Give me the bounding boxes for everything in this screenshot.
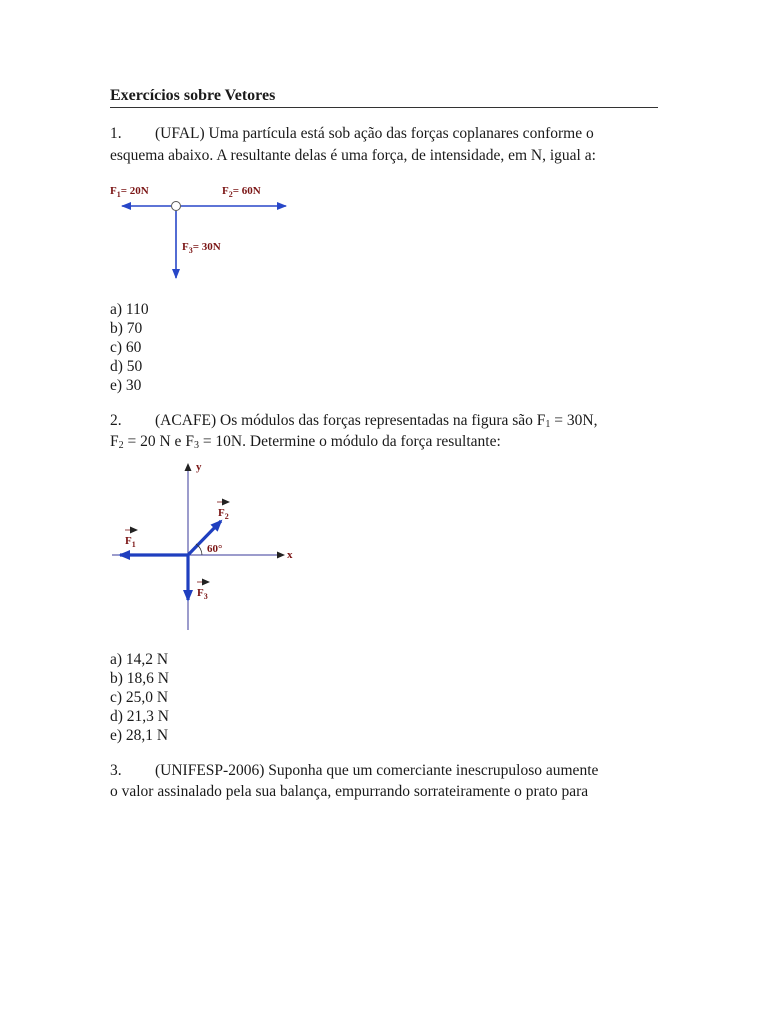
q2-text-1a: (ACAFE) Os módulos das forças representadas na figura são F: [155, 412, 546, 429]
svg-text:F2: $F_2$: [218, 507, 229, 521]
q1-f2-label: $F_2= 60N$: [222, 185, 261, 199]
q2-f3-label: [197, 582, 209, 601]
q3-line-1: [110, 761, 670, 781]
q1-option-d: d) 50: [110, 358, 143, 375]
q2-x-label: x: [287, 549, 293, 561]
svg-text:F1: $F_1$: [125, 535, 136, 549]
q2-option-e: e) 28,1 N: [110, 727, 169, 744]
q3-number: 3.: [110, 762, 122, 779]
q2-option-a: a) 14,2 N: [110, 651, 169, 668]
q2-option-c: c) 25,0 N: [110, 689, 169, 706]
q1-f1-label: $F_1= 20N$: [110, 185, 149, 199]
q2-force-diagram: [108, 458, 308, 634]
q2-text-1b: = 30N,: [550, 412, 598, 429]
q1-text-1: (UFAL) Uma partícula está sob ação das forças coplanares conforme o: [155, 125, 594, 142]
svg-text:F3: $F_3$: [197, 587, 208, 601]
q2-sub-f1: 1: [545, 419, 551, 430]
q1-line-1: [110, 124, 670, 144]
q1-option-e: e) 30: [110, 377, 142, 394]
q2-f2-label: [217, 502, 229, 521]
q2-text-2a: F: [110, 433, 119, 450]
q2-sub-f2: 2: [118, 440, 124, 451]
q3-line-2: o valor assinalado pela sua balança, empurrando sorrateiramente o prato para: [110, 783, 589, 800]
q2-option-b: b) 18,6 N: [110, 670, 169, 687]
q1-force-diagram: [108, 178, 298, 284]
q2-f1-label: [125, 530, 137, 549]
q2-y-label: y: [196, 461, 202, 473]
q1-option-c: c) 60: [110, 339, 142, 356]
q2-text-2b: = 20 N e F: [123, 433, 194, 450]
q1-number: 1.: [110, 125, 122, 142]
q1-particle: [172, 202, 181, 211]
q2-angle-label: 60°: [207, 543, 223, 555]
q2-text-2c: = 10N. Determine o módulo da força resultante:: [198, 433, 501, 450]
q3-text-1: (UNIFESP-2006) Suponha que um comerciante inescrupuloso aumente: [155, 762, 599, 779]
page-title: Exercícios sobre Vetores: [110, 86, 658, 108]
q1-option-b: b) 70: [110, 320, 143, 337]
q2-number: 2.: [110, 412, 122, 429]
q1-option-a: a) 110: [110, 301, 149, 318]
q2-option-d: d) 21,3 N: [110, 708, 169, 725]
q2-sub-f3: 3: [193, 440, 199, 451]
q2-line-2: [110, 432, 670, 456]
q1-f3-label: $F_3= 30N$: [182, 241, 221, 255]
q1-line-2: esquema abaixo. A resultante delas é uma força, de intensidade, em N, igual a:: [110, 147, 596, 164]
